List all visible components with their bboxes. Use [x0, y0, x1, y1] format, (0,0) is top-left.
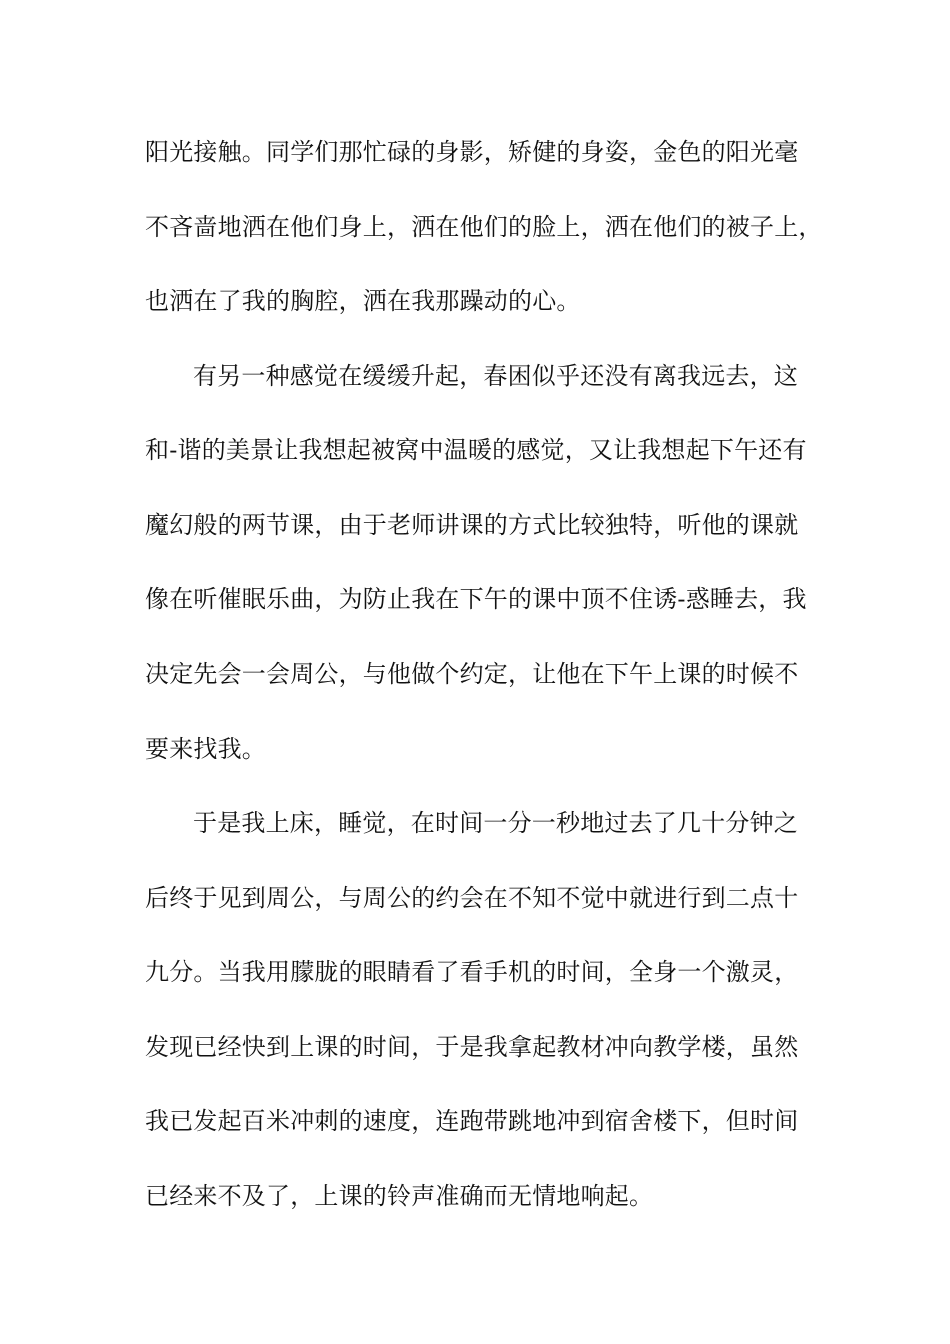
text-line: 像在听催眠乐曲，为防止我在下午的课中顶不住诱-惑睡去，我	[145, 585, 807, 613]
text-line: 我已发起百米冲刺的速度，连跑带跳地冲到宿舍楼下，但时间	[145, 1107, 799, 1135]
text-line: 已经来不及了，上课的铃声准确而无情地响起。	[145, 1182, 654, 1210]
text-line: 阳光接触。同学们那忙碌的身影，矫健的身姿，金色的阳光毫	[145, 138, 799, 166]
text-line: 魔幻般的两节课，由于老师讲课的方式比较独特，听他的课就	[145, 511, 799, 539]
paragraph-start-line: 有另一种感觉在缓缓升起，春困似乎还没有离我远去，这	[193, 362, 798, 390]
text-line: 也洒在了我的胸腔，洒在我那躁动的心。	[145, 287, 581, 315]
text-line: 和-谐的美景让我想起被窝中温暖的感觉，又让我想起下午还有	[145, 436, 807, 464]
text-line: 要来找我。	[145, 735, 266, 763]
text-line: 发现已经快到上课的时间，于是我拿起教材冲向教学楼，虽然	[145, 1033, 799, 1061]
text-line: 后终于见到周公，与周公的约会在不知不觉中就进行到二点十	[145, 884, 799, 912]
paragraph-start-line: 于是我上床，睡觉，在时间一分一秒地过去了几十分钟之	[193, 809, 798, 837]
text-line: 不吝啬地洒在他们身上，洒在他们的脸上，洒在他们的被子上，	[145, 213, 823, 241]
text-line: 九分。当我用朦胧的眼睛看了看手机的时间，全身一个激灵，	[145, 958, 799, 986]
text-line: 决定先会一会周公，与他做个约定，让他在下午上课的时候不	[145, 660, 799, 688]
